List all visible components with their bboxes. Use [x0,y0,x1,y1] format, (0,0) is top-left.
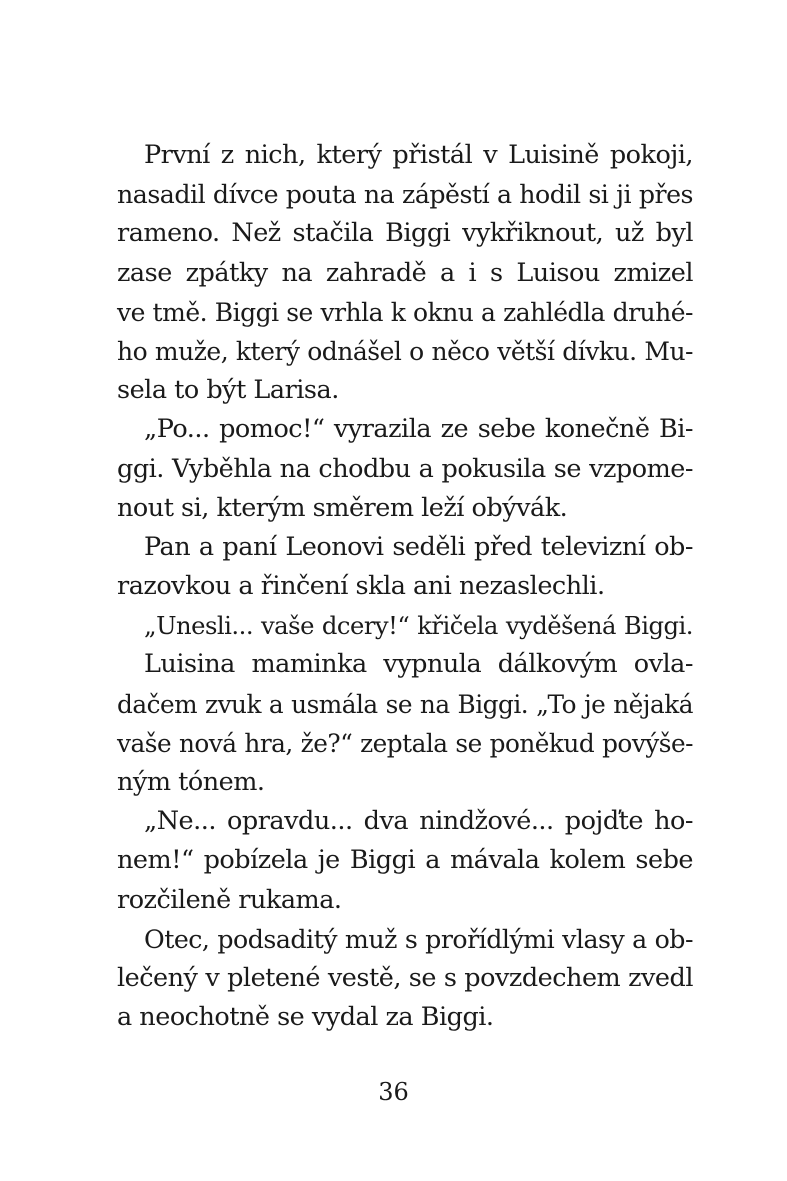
text-line: nout si, kterým směrem leží obývák. [117,492,568,523]
text-line: rameno. Než stačila Biggi vykřiknout, už byl [117,218,693,249]
text-line: Pan a paní Leonovi seděli před televizní ob- [144,531,693,562]
text-line: nem!“ pobízela je Biggi a mávala kolem sebe [117,845,693,876]
text-line: vaše nová hra, že?“ zeptala se poněkud povýše- [117,728,693,758]
text-line: lečený v pletené vestě, se s povzdechem zvedl [117,962,693,993]
text-line: „Po... pomoc!“ vyrazila ze sebe konečně Bi- [144,414,693,445]
text-line: Luisina maminka vypnula dálkovým ovla- [144,649,693,680]
text-line: ho muže, který odnášel o něco větší dívku. Mu- [117,336,693,366]
text-line: „Unesli... vaše dcery!“ křičela vyděšená Biggi. [144,611,693,641]
text-line: První z nich, který přistál v Luisině pokoji, [144,140,693,170]
text-line: dačem zvuk a usmála se na Biggi. „To je nějaká [117,689,693,719]
text-line: ggi. Vyběhla na chodbu a pokusila se vzpome- [117,453,693,484]
text-line: razovkou a řinčení skla ani nezaslechli. [117,571,605,602]
text-line: Otec, podsaditý muž s prořídlými vlasy a ob- [144,924,693,954]
text-line: rozčileně rukama. [117,884,342,915]
text-line: zase zpátky na zahradě a i s Luisou zmizel [117,257,693,288]
page-number: 36 [378,1078,409,1106]
body-text [117,136,693,1037]
text-line: nasadil dívce pouta na zápěstí a hodil si ji přes [117,180,693,210]
text-line: sela to být Larisa. [117,375,339,406]
text-line: ným tónem. [117,767,265,797]
text-line: a neochotně se vydal za Biggi. [117,1002,494,1033]
text-line: „Ne... opravdu... dva nindžové... pojďte ho- [144,806,693,837]
text-line: ve tmě. Biggi se vrhla k oknu a zahlédla druhé- [117,297,693,327]
